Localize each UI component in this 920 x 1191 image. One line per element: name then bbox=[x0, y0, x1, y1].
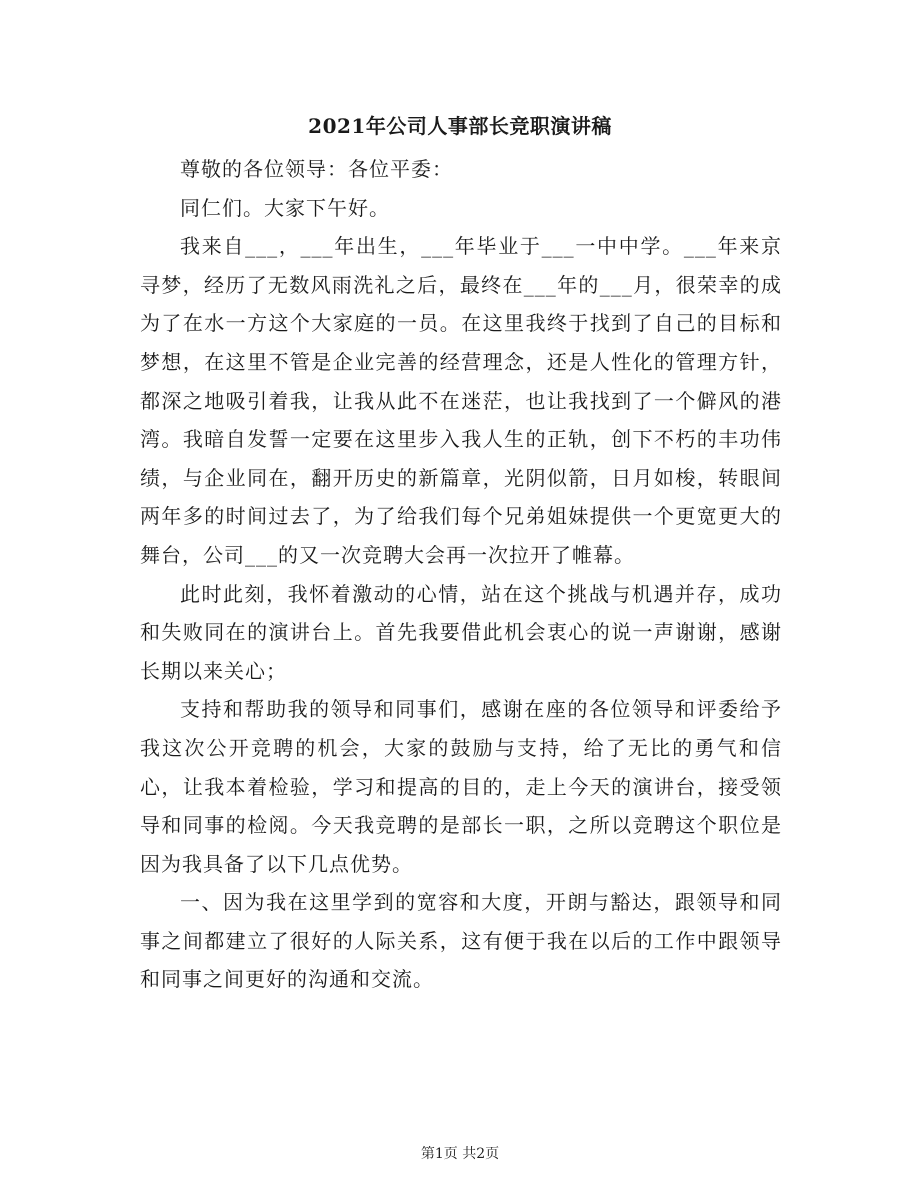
paragraph-advantage-one: 一、因为我在这里学到的宽容和大度，开朗与豁达，跟领导和同事之间都建立了很好的人际关系，这有便于我在以后的工作中跟领导和同事之间更好的沟通和交流。 bbox=[140, 890, 782, 992]
paragraph-introduction: 我来自___，___年出生，___年毕业于___一中中学。___年来京寻梦，经历了无数风雨洗礼之后，最终在___年的___月，很荣幸的成为了在水一方这个大家庭的一员。在这里我终于找到了自己的目标和梦想，在这里不管是企业完善的经营理念，还是人性化的管理方针，都深之地吸引着我，让我从此不在迷茫，也让我找到了一个僻风的港湾。我暗自发誓一定要在这里步入我人生的正轨，创下不朽的丰功伟绩，与企业同在，翻开历史的新篇章，光阴似箭，日月如梭，转眼间两年多的时间过去了，为了给我们每个兄弟姐妹提供一个更宽更大的舞台，公司___的又一次竞聘大会再一次拉开了帷幕。 bbox=[140, 234, 782, 567]
paragraph-thanks-support: 支持和帮助我的领导和同事们，感谢在座的各位领导和评委给予我这次公开竞聘的机会，大家的鼓励与支持，给了无比的勇气和信心，让我本着检验，学习和提高的目的，走上今天的演讲台，接受领导和同事的检阅。今天我竞聘的是部长一职，之所以竞聘这个职位是因为我具备了以下几点优势。 bbox=[140, 697, 782, 876]
paragraph-salutation: 尊敬的各位领导：各位平委： bbox=[180, 157, 453, 181]
paragraph-greeting: 同仁们。大家下午好。 bbox=[180, 195, 390, 220]
document-body bbox=[140, 150, 782, 999]
document-title: 2021年公司人事部长竞职演讲稿 bbox=[308, 114, 612, 138]
page-footer: 第1页 共2页 bbox=[420, 1146, 500, 1162]
paragraph-gratitude: 此时此刻，我怀着激动的心情，站在这个挑战与机遇并存，成功和失败同在的演讲台上。首先我要借此机会衷心的说一声谢谢，感谢长期以来关心； bbox=[140, 581, 782, 683]
